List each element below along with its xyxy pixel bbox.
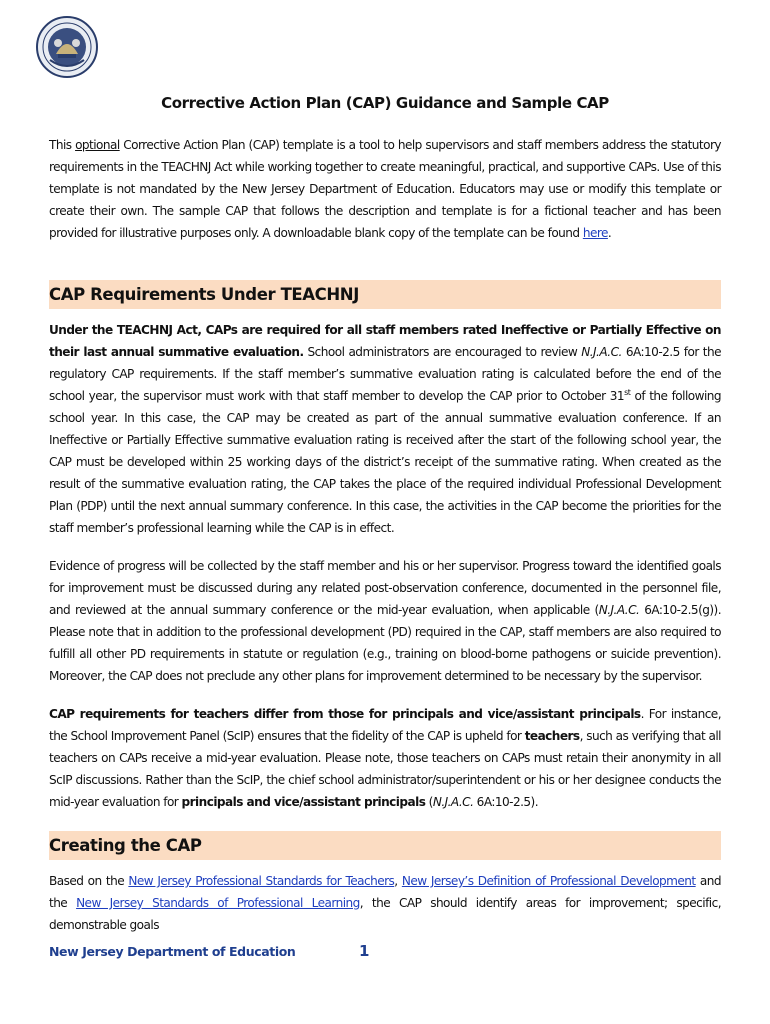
body-text: 6A:10-2.5 for the regulatory CAP requirements. If the staff member’s summative evaluation rating is calculated before the end of the school year, the supervisor must work with that staff member to develop the CAP prior to October 31 [49, 345, 721, 403]
page-footer [49, 944, 721, 964]
creating-cap-paragraph-1 [49, 870, 721, 936]
body-text: of the following school year. In this case, the CAP may be created as part of the annual summative evaluation conference. If an Ineffective or Partially Effective summative evaluation rating is received after the start of the following school year, the CAP must be developed within 25 working days of the district’s receipt of the summative rating. When created as the result of the summative evaluation rating, the CAP takes the place of the required individual Professional Development Plan (PDP) until the next annual summary conference. In this case, the activities in the CAP become the priorities for the staff member’s professional learning while the CAP is in effect. [49, 389, 721, 535]
optional-term: optional [75, 138, 120, 152]
professional-learning-link[interactable]: New Jersey Standards of Professional Learning [76, 896, 360, 910]
cap-requirements-paragraph-3 [49, 703, 721, 813]
body-text: 6A:10-2.5(g)). Please note that in addition to the professional development (PD) required in the CAP, staff members are also required to fulfill all other PD requirements in statute or regulation (e.g., training on blood-borne pathogens or suicide prevention). Moreover, the CAP does not preclude any other plans for improvement determined to be necessary by the supervisor. [49, 603, 721, 683]
bold-statement: Under the TEACHNJ Act, CAPs are required for all staff members rated Ineffective or Partially Effective on their last annual summative evaluation. [49, 323, 721, 359]
bold-statement: principals and vice/assistant principals [181, 795, 426, 809]
bold-statement: CAP requirements for teachers differ from those for principals and vice/assistant principals [49, 707, 641, 721]
body-text: 6A:10-2.5). [473, 795, 538, 809]
cap-requirements-paragraph-1 [49, 319, 721, 539]
body-text: , such as verifying that all teachers on CAPs receive a mid-year evaluation. Please note, those teachers on CAPs must retain their anonymity in all ScIP discussions. Rather than the ScIP, the chief school administrator/superintendent or his or her designee conducts the mid-year evaluation for [49, 729, 721, 809]
state-seal-icon [36, 16, 98, 78]
body-text: . For instance, the School Improvement Panel (ScIP) ensures that the fidelity of the CAP is upheld for [49, 707, 721, 743]
professional-standards-link[interactable]: New Jersey Professional Standards for Teachers [128, 874, 395, 888]
intro-text: This [49, 138, 76, 152]
section-heading-creating-cap: Creating the CAP [49, 831, 721, 860]
intro-text: Corrective Action Plan (CAP) template is a tool to help supervisors and staff members address the statutory requirements in the TEACHNJ Act while working together to create meaningful, practical, and supportive CAPs. Use of this template is not mandated by the New Jersey Department of Education. Educators may use or modify this template or create their own. The sample CAP that follows the description and template is for a fictional teacher and has been provided for illustrative purposes only. A downloadable blank copy of the template can be found [49, 138, 721, 240]
body-text: , the CAP should identify areas for improvement; specific, demonstrable goals [49, 896, 721, 932]
citation: N.J.A.C. [581, 345, 622, 359]
body-text: , [394, 874, 402, 888]
pd-definition-link[interactable]: New Jersey’s Definition of Professional Development [401, 874, 696, 888]
section-heading-cap-requirements: CAP Requirements Under TEACHNJ [49, 280, 721, 309]
document-body [49, 88, 721, 936]
cap-requirements-paragraph-2 [49, 555, 721, 687]
body-text: and the [49, 874, 721, 910]
intro-text: . [607, 226, 612, 240]
footer-organization: New Jersey Department of Education [49, 944, 296, 959]
bold-statement: teachers [524, 729, 580, 743]
page-number: 1 [359, 942, 370, 960]
citation: N.J.A.C. [598, 603, 640, 617]
document-title: Corrective Action Plan (CAP) Guidance and Sample CAP [161, 94, 609, 112]
here-link[interactable]: here [582, 226, 608, 240]
citation: N.J.A.C. [432, 795, 474, 809]
ordinal-suffix: st [624, 387, 631, 397]
body-text: School administrators are encouraged to review [303, 345, 582, 359]
intro-paragraph [49, 134, 721, 244]
body-text: ( [425, 795, 433, 809]
body-text: Evidence of progress will be collected by the staff member and his or her supervisor. Progress toward the identified goals for improvement must be discussed during any related post-observation conference, documented in the personnel file, and reviewed at the annual summary conference or the mid-year evaluation, when applicable ( [49, 559, 721, 617]
body-text: Based on the [49, 874, 129, 888]
